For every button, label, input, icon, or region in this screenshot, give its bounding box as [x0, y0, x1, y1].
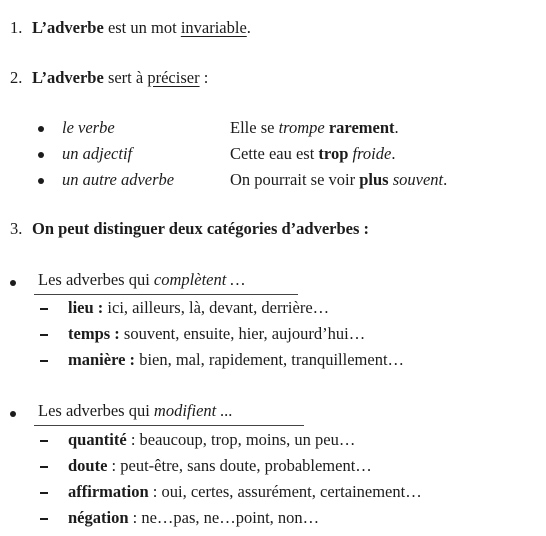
- section-2-underlined: préciser: [147, 68, 200, 87]
- dash-icon: [40, 334, 48, 336]
- usage-label: un adjectif: [62, 144, 133, 163]
- section-3-title: On peut distinguer deux catégories d’adverbes :: [32, 219, 370, 238]
- dash-icon: [40, 492, 48, 494]
- section-2-bold: L’adverbe: [32, 68, 104, 87]
- section-1-line: [10, 20, 251, 37]
- section-3-number: 3.: [10, 219, 23, 238]
- usage-label: un autre adverbe: [62, 170, 175, 189]
- section-1-bold: L’adverbe: [32, 18, 104, 37]
- dash-icon: [40, 360, 48, 362]
- bullet-icon: [10, 411, 16, 417]
- section-2-line: [10, 70, 208, 87]
- bullet-icon: [38, 178, 44, 184]
- dash-icon: [40, 518, 48, 520]
- usage-example: On pourrait se voir plus souvent.: [230, 170, 448, 189]
- group-1-underline: [34, 294, 298, 295]
- bullet-icon: [38, 126, 44, 132]
- section-1-end: .: [246, 18, 251, 37]
- section-3-line: [10, 221, 369, 238]
- usage-label: le verbe: [62, 118, 115, 137]
- section-1-mid: est un mot: [103, 18, 181, 37]
- usage-example: Elle se trompe rarement.: [230, 118, 399, 137]
- usage-example: Cette eau est trop froide.: [230, 144, 396, 163]
- section-2-mid: sert à: [103, 68, 148, 87]
- bullet-icon: [38, 152, 44, 158]
- dash-icon: [40, 466, 48, 468]
- group-2-lead: Les adverbes qui modifient ...: [38, 401, 233, 420]
- bullet-icon: [10, 280, 16, 286]
- section-1-number: 1.: [10, 18, 23, 37]
- dash-icon: [40, 440, 48, 442]
- section-2-end: :: [199, 68, 209, 87]
- section-1-underlined: invariable: [180, 18, 247, 37]
- dash-icon: [40, 308, 48, 310]
- group-2-underline: [34, 425, 304, 426]
- group-1-lead: Les adverbes qui complètent …: [38, 270, 246, 289]
- section-2-number: 2.: [10, 68, 23, 87]
